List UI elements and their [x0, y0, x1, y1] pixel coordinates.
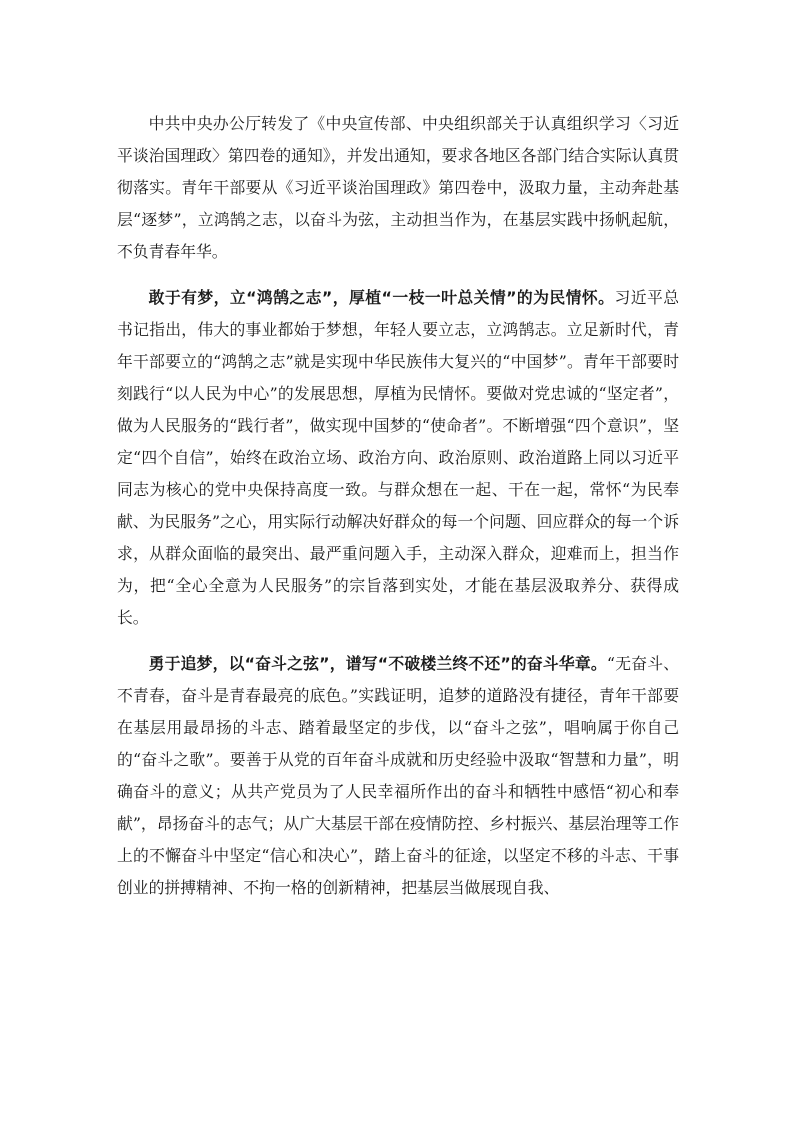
paragraph-dream: [117, 282, 679, 634]
document-body: [117, 108, 679, 918]
paragraph-pursue: [117, 648, 679, 904]
paragraph-lead: 敢于有梦，立“鸿鹄之志”，厚植“一枝一叶总关情”的为民情怀。: [148, 288, 615, 307]
paragraph-text: “无奋斗、不青春，奋斗是青春最亮的底色。”实践证明，追梦的道路没有捷径，青年干部要在基层用最昂扬的斗志、踏着最坚定的步伐，以“奋斗之弦”，唱响属于你自己的“奋斗之歌”。要善于从党的百年奋斗成就和历史经验中汲取“智慧和力量”，明确奋斗的意义；从共产党员为了人民幸福所作出的奋斗和牺牲中感悟“初心和奉献”，昂扬奋斗的志气；从广大基层干部在疫情防控、乡村振兴、基层治理等工作上的不懈奋斗中坚定“信心和决心”，踏上奋斗的征途，以坚定不移的斗志、干事创业的拼搏精神、不拘一格的创新精神，把基层当做展现自我、: [117, 654, 679, 897]
paragraph-lead: 勇于追梦，以“奋斗之弦”，谱写“不破楼兰终不还”的奋斗华章。: [148, 654, 607, 673]
paragraph-intro: [117, 108, 679, 268]
paragraph-text: 中共中央办公厅转发了《中央宣传部、中央组织部关于认真组织学习〈习近平谈治国理政〉第四卷的通知》，并发出通知，要求各地区各部门结合实际认真贯彻落实。青年干部要从《习近平谈治国理政》第四卷中，汲取力量，主动奔赴基层“逐梦”，立鸿鹄之志，以奋斗为弦，主动担当作为，在基层实践中扬帆起航，不负青春年华。: [117, 114, 679, 261]
paragraph-text: 习近平总书记指出，伟大的事业都始于梦想，年轻人要立志，立鸿鹄志。立足新时代，青年干部要立的“鸿鹄之志”就是实现中华民族伟大复兴的“中国梦”。青年干部要时刻践行“以人民为中心”的发展思想，厚植为民情怀。要做对党忠诚的“坚定者”，做为人民服务的“践行者”，做实现中国梦的“使命者”。不断增强“四个意识”，坚定“四个自信”，始终在政治立场、政治方向、政治原则、政治道路上同以习近平同志为核心的党中央保持高度一致。与群众想在一起、干在一起，常怀“为民奉献、为民服务”之心，用实际行动解决好群众的每一个问题、回应群众的每一个诉求，从群众面临的最突出、最严重问题入手，主动深入群众，迎难而上，担当作为，把“全心全意为人民服务”的宗旨落到实处，才能在基层汲取养分、获得成长。: [117, 288, 679, 627]
